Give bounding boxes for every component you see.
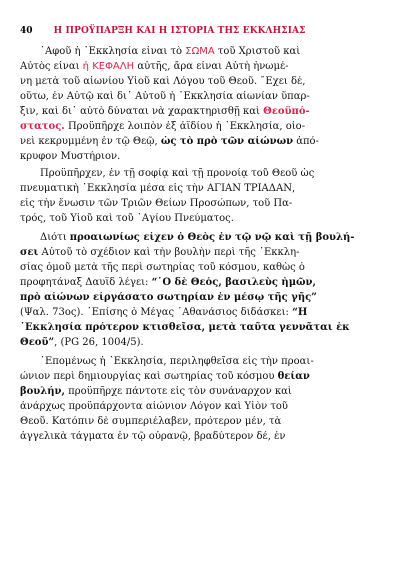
text-line: ᾿Αφοῦ ἡ ᾿Εκκλησία εἶναι τὸ ΣΩΜΑ τοῦ Χριστοῦ καὶ	[40, 46, 301, 57]
text-line: Προϋπῆρχεν, ἐν τῇ σοφίᾳ καὶ τῇ προνοίᾳ τοῦ Θεοῦ ὡς	[40, 168, 315, 179]
text-line: (Ψαλ. 73ος). ᾿Επίσης ὁ Μέγας ᾿Αθανάσιος διδάσκει: “Η	[20, 307, 308, 318]
emphasis-soma: ΣΩΜΑ	[185, 46, 215, 57]
emphasis-theoypostatos-end: στατος.	[20, 121, 65, 132]
text-line: κρυφον Μυστήριον.	[20, 151, 121, 162]
text-line: ἀγγελικὰ τάγματα ἐν τῷ οὐρανῷ, βραδύτερον δέ, ἐν	[20, 431, 286, 442]
text-line: ῾Επομένως ἡ ᾿Εκκλησία, περιληφθεῖσα εἰς τὴν προαι-	[40, 356, 314, 367]
text-line: σίας ὁμοῦ μετὰ τῆς περὶ σωτηρίας τοῦ κόσμου, καθὼς ὁ	[20, 262, 305, 273]
running-title: Η ΠΡΟΫΠΑΡΞΗ ΚΑΙ Η ΙΣΤΟΡΙΑ ΤΗΣ ΕΚΚΛΗΣΙΑΣ	[53, 26, 306, 36]
page-number: 40	[20, 26, 33, 36]
text-line: στατος. Προϋπῆρχε λοιπὸν ἐξ ἀϊδίου ἡ ᾿Εκκλησία, οἱο-	[20, 121, 306, 132]
text-line: τρός, τοῦ Υἱοῦ καὶ τοῦ ῾Αγίου Πνεύματος.	[20, 213, 234, 224]
text-line: νη μετὰ τοῦ αἰωνίου Υἱοῦ καὶ Λόγου τοῦ Θεοῦ. ῎Εχει δέ,	[20, 76, 306, 87]
text-line: εἰς τὴν ἕνωσιν τῶν Τριῶν Θείων Προσώπων, τοῦ Πα-	[20, 198, 293, 209]
text-line: Διότι προαιωνίως εἶχεν ὁ Θεὸς ἐν τῷ νῷ καὶ τῇ βουλή-	[40, 232, 355, 243]
text-line: ἀνάρχως προϋπάρχοντα αἰώνιον Λόγον καὶ Υἱὸν τοῦ	[20, 401, 288, 412]
page-header	[20, 26, 380, 36]
text-line: οὕτω, ἐν Αὐτῷ καὶ δι᾿ Αὐτοῦ ἡ ᾿Εκκλησία αἰωνίαν ὕπαρ-	[20, 91, 310, 102]
text-line: ξιν, καὶ δι᾿ αὐτὸ δύναται νὰ χαρακτηρισθῇ καὶ Θεοϋπό-	[20, 106, 310, 117]
text-line: πρὸ αἰώνων εἰργάσατο σωτηρίαν ἐν μέσῳ τῆς γῆς”	[20, 292, 317, 303]
text-line: Θεοῦ”, (PG 26, 1004/5).	[20, 337, 144, 348]
text-line: νεὶ κεκρυμμένη ἐν τῷ Θεῷ, ὡς τὸ πρὸ τῶν αἰώνων ἀπό-	[20, 136, 319, 147]
text-line: προφητάναξ Δαυῒδ λέγει: “῾Ο δὲ Θεός, βασιλεὺς ἡμῶν,	[20, 277, 316, 288]
text-line: ᾿Εκκλησία πρότερον κτισθεῖσα, μετὰ ταῦτα γεννᾶται ἐκ	[20, 322, 350, 333]
text-line: σει Αὐτοῦ τὸ σχέδιον καὶ τὴν βουλὴν περὶ τῆς ᾿Εκκλη-	[20, 247, 300, 258]
emphasis-kefali: ἡ ΚΕΦΑΛΗ	[82, 61, 135, 72]
text-line: ώνιον περὶ δημιουργίας καὶ σωτηρίας τοῦ κόσμου θείαν	[20, 371, 310, 382]
text-line: Αὐτὸς εἶναι ἡ ΚΕΦΑΛΗ αὐτῆς, ἄρα εἶναι Αὐτὴ ἡνωμέ-	[20, 61, 289, 72]
text-line: πνευματικὴ ᾿Εκκλησία μέσα εἰς τὴν ΑΓΙΑΝ ΤΡΙΑΔΑΝ,	[20, 183, 296, 194]
text-line: Θεοῦ. Κατόπιν δὲ συμπεριέλαβεν, πρότερον μέν, τὰ	[20, 416, 282, 427]
emphasis-theoypostatos: Θεοϋπό-	[263, 106, 310, 117]
text-line: βουλήν, προϋπῆρχε πάντοτε εἰς τὸν συνάναρχον καὶ	[20, 386, 292, 397]
